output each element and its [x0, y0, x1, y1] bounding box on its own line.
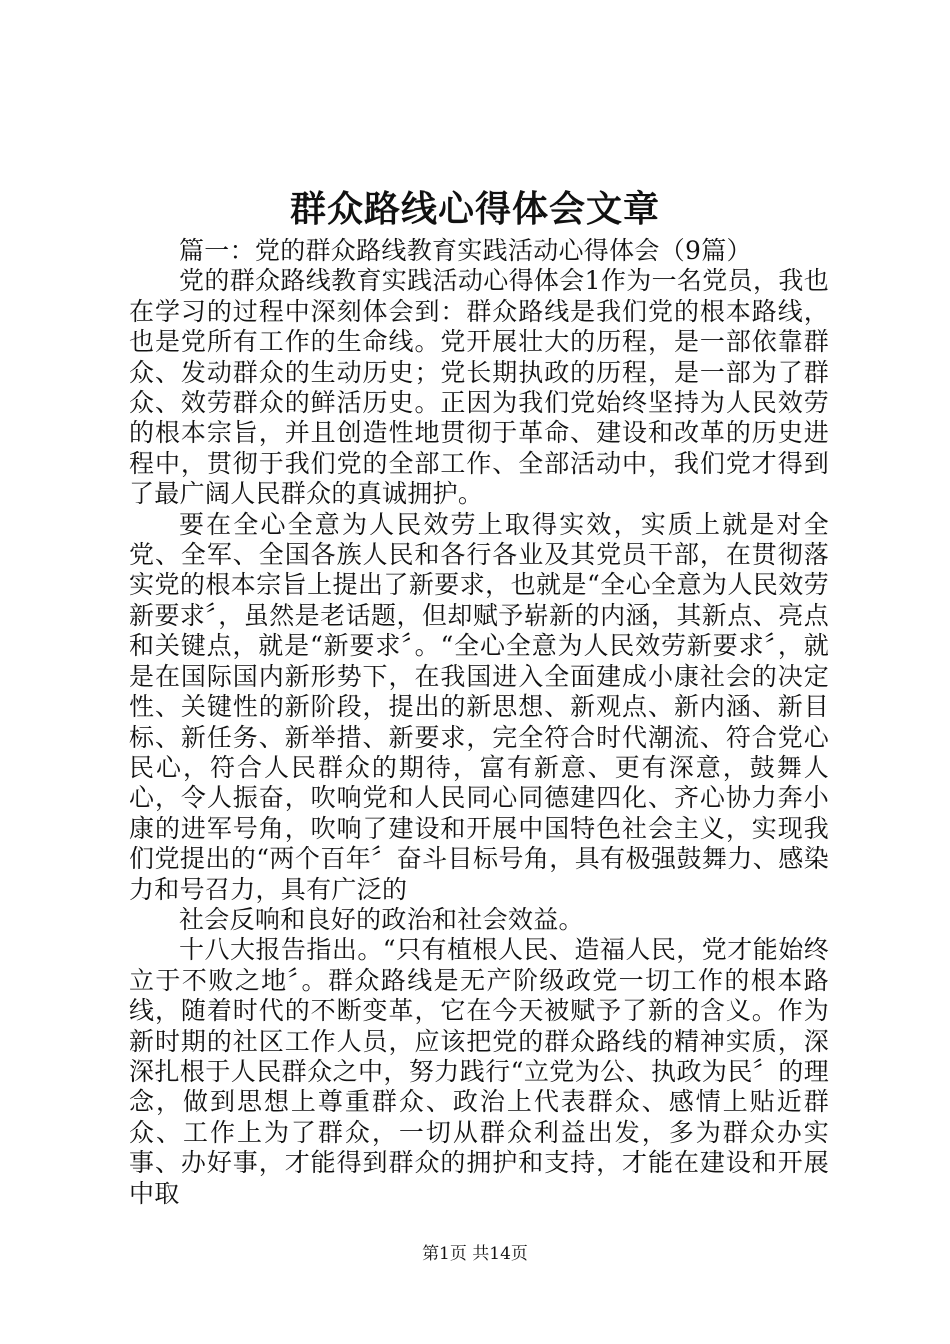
- body-paragraph: 要在全心全意为人民效劳上取得实效，实质上就是对全党、全军、全国各族人民和各行各业及其党员干部，在贯彻落实党的根本宗旨上提出了新要求，也就是“全心全意为人民效劳新要求〞，虽然是老话题，但却赋予崭新的内涵，其新点、亮点和关键点，就是“新要求〞。“全心全意为人民效劳新要求〞，就是在国际国内新形势下，在我国进入全面建成小康社会的决定性、关键性的新阶段，提出的新思想、新观点、新内涵、新目标、新任务、新举措、新要求，完全符合时代潮流、符合党心民心，符合人民群众的期待，富有新意、更有深意，鼓舞人心，令人振奋，吹响党和人民同心同德建四化、齐心协力奔小康的进军号角，吹响了建设和开展中国特色社会主义，实现我们党提出的“两个百年〞奋斗目标号角，具有极强鼓舞力、感染力和号召力，具有广泛的: [129, 509, 829, 904]
- body-paragraph: 社会反响和良好的政治和社会效益。: [179, 904, 584, 934]
- body-paragraph: 十八大报告指出。“只有植根人民、造福人民，党才能始终立于不败之地〞。群众路线是无产阶级政党一切工作的根本路线，随着时代的不断变革，它在今天被赋予了新的含义。作为新时期的社区工作人员，应该把党的群众路线的精神实质，深深扎根于人民群众之中，努力践行“立党为公、执政为民〞的理念，做到思想上尊重群众、政治上代表群众、感情上贴近群众、工作上为了群众，一切从群众利益出发，多为群众办实事、办好事，才能得到群众的拥护和支持，才能在建设和开展中取: [129, 935, 829, 1208]
- section-heading: 篇一：党的群众路线教育实践活动心得体会（9篇）: [179, 236, 752, 265]
- page-number-footer: 第1页 共14页: [422, 1244, 528, 1264]
- document-title: 群众路线心得体会文章: [289, 188, 660, 230]
- body-paragraph: 党的群众路线教育实践活动心得体会1作为一名党员，我也在学习的过程中深刻体会到：群众路线是我们党的根本路线，也是党所有工作的生命线。党开展壮大的历程，是一部依靠群众、发动群众的生动历史；党长期执政的历程，是一部为了群众、效劳群众的鲜活历史。正因为我们党始终坚持为人民效劳的根本宗旨，并且创造性地贯彻于革命、建设和改革的历史进程中，贯彻于我们党的全部工作、全部活动中，我们党才得到了最广阔人民群众的真诚拥护。: [129, 266, 829, 509]
- document-body: [129, 236, 829, 1209]
